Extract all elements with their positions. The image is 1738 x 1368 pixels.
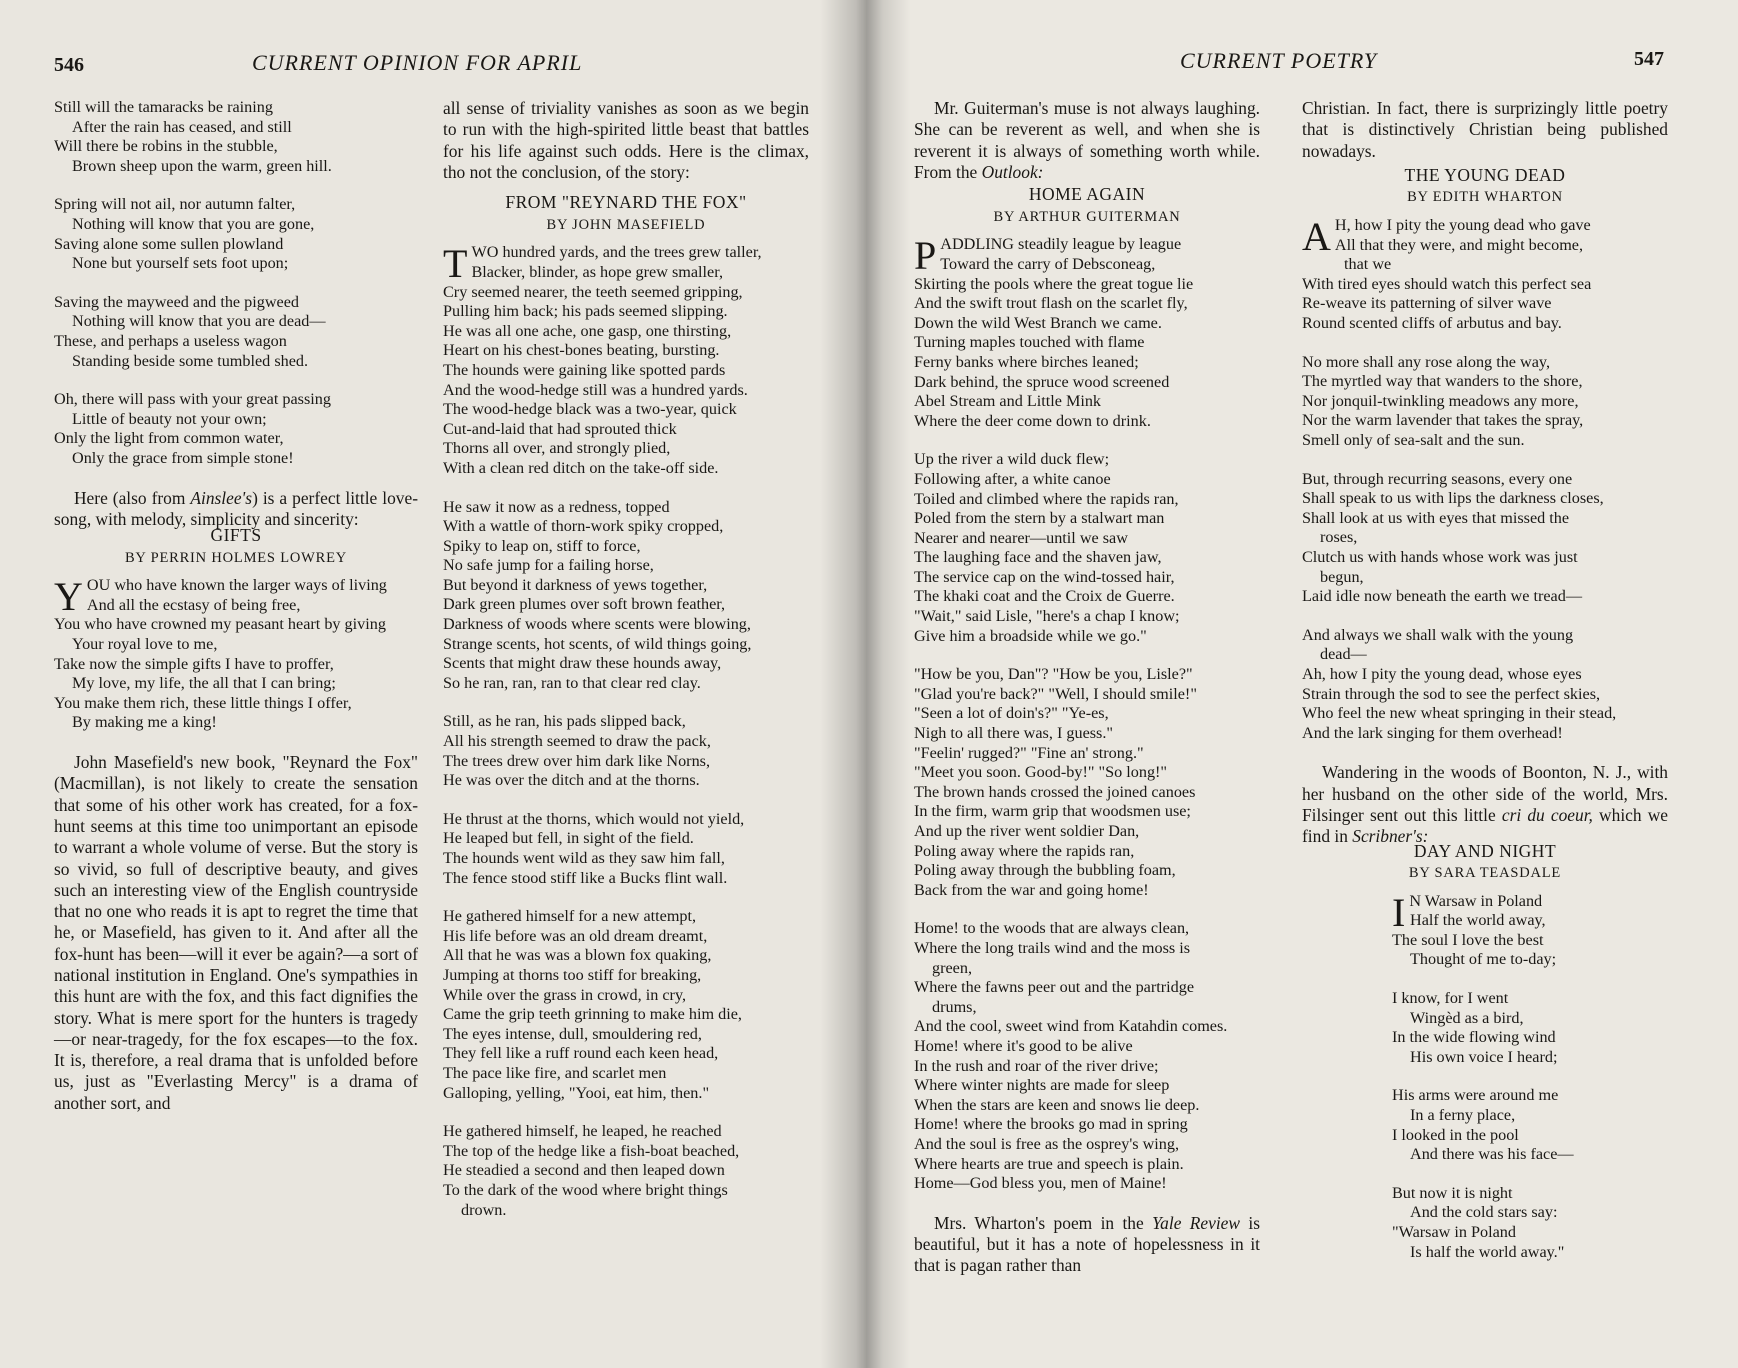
poem-line: These, and perhaps a useless wagon <box>54 331 287 350</box>
poem-author: BY JOHN MASEFIELD <box>546 216 706 233</box>
poem-line: The myrtled way that wanders to the shore, <box>1302 372 1583 391</box>
poem-line: I looked in the pool <box>1392 1125 1519 1144</box>
poem-line: Where hearts are true and speech is plain. <box>914 1154 1184 1173</box>
left-page <box>0 0 866 1368</box>
poem-line: In a ferny place, <box>1410 1106 1516 1125</box>
magazine-name: Scribner's: <box>1352 826 1429 847</box>
poem-line: Round scented cliffs of arbutus and bay. <box>1302 314 1562 333</box>
poem-line: Laid idle now beneath the earth we tread— <box>1302 587 1583 606</box>
poem-line: He gathered himself for a new attempt, <box>443 907 697 926</box>
stanza <box>443 712 809 790</box>
poem-line: Your royal love to me, <box>72 635 218 654</box>
poem-line: The brown hands crossed the joined canoes <box>914 782 1196 801</box>
poem-line: Poled from the stern by a stalwart man <box>914 509 1165 528</box>
intro-text: Here (also from <box>74 487 191 508</box>
poem-line: Dark behind, the spruce wood screened <box>914 372 1170 391</box>
poem-line: My love, my life, the all that I can bring; <box>72 674 336 693</box>
poem-line: Came the grip teeth grinning to make him die, <box>443 1005 742 1024</box>
poem-line: Galloping, yelling, "Yooi, eat him, then." <box>443 1083 710 1102</box>
poem-line: Still will the tamaracks be raining <box>54 98 273 116</box>
poem-line: Darkness of woods where scents were blowing, <box>443 615 751 634</box>
poem-line: Ferny banks where birches leaned; <box>914 352 1139 371</box>
poem-author: BY SARA TEASDALE <box>1408 865 1562 882</box>
poem-line: But, through recurring seasons, every one <box>1302 469 1573 488</box>
stanza <box>54 390 418 468</box>
poem-line: The khaki coat and the Croix de Guerre. <box>914 587 1175 606</box>
poem-line: Little of beauty not your own; <box>72 409 267 428</box>
poem-line: drown. <box>461 1200 507 1219</box>
stanza <box>914 450 1260 646</box>
poem-line: In the rush and roar of the river drive; <box>914 1056 1159 1075</box>
poem-line: Take now the simple gifts I have to proffer, <box>54 654 334 673</box>
poem-line: So he ran, ran, ran to that clear red clay. <box>443 673 701 692</box>
poem-line: Down the wild West Branch we came. <box>914 313 1162 332</box>
poem-line: Following after, a white canoe <box>914 469 1111 488</box>
poem-line: Smell only of sea-salt and the sun. <box>1302 431 1525 450</box>
poem-line: Abel Stream and Little Mink <box>914 392 1102 411</box>
stanza <box>54 293 418 371</box>
intro-text: Mr. Guiterman's muse is not always laughing. She can be reverent as well, and when she is reverent it is always of something worth while. From the <box>914 98 1260 182</box>
poem-line: Only the grace from simple stone! <box>72 448 294 467</box>
poem-line: Dark green plumes over soft brown feather, <box>443 595 726 614</box>
poem-line: Cry seemed nearer, the teeth seemed gripping, <box>443 282 743 301</box>
poem-line: Skirting the pools where the great togue lie <box>914 274 1194 293</box>
poem-line: Pulling him back; his pads seemed slipping. <box>443 302 728 321</box>
poem-line: He leaped but fell, in sight of the field. <box>443 829 694 848</box>
poem-line: Toiled and climbed where the rapids ran, <box>914 489 1179 508</box>
italic-phrase: cri du coeur, <box>1501 804 1593 825</box>
stanza <box>1302 626 1668 744</box>
poem-line: In the firm, warm grip that woodsmen use; <box>914 802 1191 821</box>
outro-paragraph <box>914 1213 1260 1277</box>
poem-line: begun, <box>1320 567 1364 586</box>
poem-author: BY EDITH WHARTON <box>1407 189 1563 206</box>
poem-line: The soul I love the best <box>1392 930 1544 949</box>
stanza <box>1302 353 1668 451</box>
poem-line: Home! to the woods that are always clean, <box>914 919 1190 938</box>
poem-line: Strange scents, hot scents, of wild things going, <box>443 634 752 653</box>
poem-line: He was all one ache, one gasp, one thirsting, <box>443 321 732 340</box>
intro-paragraph <box>1302 762 1668 847</box>
poem-line: Nearer and nearer—until we saw <box>914 528 1128 547</box>
poem-line: Home! where the brooks go mad in spring <box>914 1115 1188 1134</box>
intro-text: ) is a perfect little love-song, with melody, simplicity and sincerity: <box>54 487 418 529</box>
poem-line: And all the ecstasy of being free, <box>86 595 301 614</box>
poem-line: After the rain has ceased, and still <box>72 117 292 136</box>
poem-line: The trees drew over him dark like Norns, <box>443 751 711 770</box>
poem-line: They fell like a ruff round each keen head, <box>443 1044 719 1063</box>
poem-line: And up the river went soldier Dan, <box>914 822 1140 840</box>
poem-line: Heart on his chest-bones beating, bursting. <box>443 341 720 360</box>
poem-line: Turning maples touched with flame <box>914 333 1145 352</box>
poem-line: No safe jump for a failing horse, <box>443 556 654 575</box>
poem-line: No more shall any rose along the way, <box>1302 352 1550 371</box>
poem-line: And the cool, sweet wind from Katahdin comes. <box>914 1017 1228 1036</box>
poem-line: Where winter nights are made for sleep <box>914 1076 1170 1095</box>
poem-line: Brown sheep upon the warm, green hill. <box>72 156 332 175</box>
poem-line: Where the long trails wind and the moss is <box>914 938 1191 957</box>
poem-line: Oh, there will pass with your great passing <box>54 390 331 409</box>
poem-line: His arms were around me <box>1392 1086 1559 1105</box>
poem-title: HOME AGAIN <box>1028 184 1146 205</box>
home-again-first-stanza <box>914 235 1260 431</box>
poem-line: "Glad you're back?" "Well, I should smile!" <box>914 684 1197 703</box>
stanza <box>1392 1086 1668 1164</box>
poem-line: Will there be robins in the stubble, <box>54 137 278 156</box>
poem-line: Blacker, blinder, as hope grew smaller, <box>471 262 724 281</box>
poem-line: Toward the carry of Debsconeag, <box>940 254 1156 273</box>
poem-line: The eyes intense, dull, smouldering red, <box>443 1024 702 1043</box>
drop-cap: P <box>914 233 937 279</box>
poem-line: OU who have known the larger ways of living <box>86 576 387 595</box>
poem-title: DAY AND NIGHT <box>1413 840 1557 861</box>
poem-line: Give him a broadside while we go." <box>914 626 1147 645</box>
poem-line: Shall look at us with eyes that missed the <box>1302 508 1570 527</box>
poem-line: Up the river a wild duck flew; <box>914 450 1110 469</box>
page-number: 547 <box>1634 48 1664 70</box>
reynard-first-stanza <box>443 243 809 478</box>
poem-line: Still, as he ran, his pads slipped back, <box>443 712 686 731</box>
poem-line: With tired eyes should watch this perfect sea <box>1302 274 1592 293</box>
drop-cap: A <box>1302 214 1331 260</box>
poem-line: The top of the hedge like a fish-boat beached, <box>443 1141 740 1160</box>
poem-line: Who feel the new wheat springing in their stead, <box>1302 704 1617 723</box>
stanza <box>914 665 1260 900</box>
poem-line: He steadied a second and then leaped down <box>443 1161 725 1180</box>
poem-title: GIFTS <box>210 525 262 546</box>
poem-line: Spiky to leap on, stiff to force, <box>443 536 641 555</box>
poem-line: And the lark singing for them overhead! <box>1302 723 1563 742</box>
poem-line: But beyond it darkness of yews together, <box>443 575 708 594</box>
left-column-2 <box>443 98 809 1239</box>
poem-line: And the wood-hedge still was a hundred yards. <box>443 380 748 399</box>
poem-title: THE YOUNG DEAD <box>1404 164 1566 185</box>
stanza <box>1392 989 1668 1067</box>
page-number: 546 <box>54 54 84 76</box>
intro-paragraph <box>914 98 1260 183</box>
poem-line: You who have crowned my peasant heart by giving <box>54 615 386 634</box>
stanza <box>443 1122 809 1220</box>
poem-line: You make them rich, these little things I offer, <box>54 693 352 712</box>
gifts-poem <box>54 576 418 733</box>
poem-line: N Warsaw in Poland <box>1409 891 1543 910</box>
drop-cap: Y <box>54 574 83 620</box>
poem-line: Cut-and-laid that had sprouted thick <box>443 419 677 438</box>
poem-line: With a wattle of thorn-work spiky cropped, <box>443 517 724 536</box>
outro-text: is beautiful, but it has a note of hopelessness in it that is pagan rather than <box>914 1212 1260 1276</box>
stanza <box>443 810 809 888</box>
intro-text: which we find in <box>1302 804 1668 847</box>
poem-line: All his strength seemed to draw the pack, <box>443 732 711 751</box>
magazine-name: Outlook: <box>981 161 1044 182</box>
poem-line: Scents that might draw these hounds away, <box>443 654 722 673</box>
poem-line: His life before was an old dream dreamt, <box>443 926 708 945</box>
poem-line: "How be you, Dan"? "How be you, Lisle?" <box>914 665 1193 684</box>
poem-line: By making me a king! <box>72 713 217 732</box>
outro-text: Mrs. Wharton's poem in the <box>934 1212 1153 1233</box>
poem-line: And the cold stars say: <box>1410 1203 1558 1222</box>
stanza <box>54 195 418 273</box>
poem-line: And there was his face— <box>1410 1145 1574 1164</box>
poem-line: green, <box>932 958 972 977</box>
poem-line: And the soul is free as the osprey's wing, <box>914 1134 1180 1153</box>
poem-line: The laughing face and the shaven jaw, <box>914 548 1162 567</box>
poem-line: "Seen a lot of doin's?" "Ye-es, <box>914 704 1109 723</box>
poem-line: Saving alone some sullen plowland <box>54 234 284 253</box>
poem-line: Poling away through the bubbling foam, <box>914 861 1176 880</box>
intro-paragraph <box>54 488 418 531</box>
poem-author: BY ARTHUR GUITERMAN <box>993 208 1181 225</box>
poem-line: Poling away where the rapids ran, <box>914 841 1135 860</box>
poem-line: "Meet you soon. Good-by!" "So long!" <box>914 763 1168 782</box>
poem-line: Thought of me to-day; <box>1410 950 1557 969</box>
poem-line: But now it is night <box>1392 1183 1513 1202</box>
poem-line: dead— <box>1320 645 1367 664</box>
poem-line: All that he was was a blown fox quaking, <box>443 946 712 965</box>
stanza <box>1392 1184 1668 1262</box>
poem-line: Jumping at thorns too stiff for breaking, <box>443 965 702 984</box>
poem-line: Standing beside some tumbled shed. <box>72 351 309 370</box>
magazine-name: Ainslee's <box>190 487 253 508</box>
day-and-night-first-stanza <box>1392 889 1668 970</box>
continuation-paragraph: Christian. In fact, there is surprizingly little poetry that is distinctively Christian being published nowadays. <box>1302 98 1668 161</box>
poem-line: Shall speak to us with lips the darkness closes, <box>1302 489 1604 508</box>
stanza <box>914 919 1260 1193</box>
poem-line: The fence stood stiff like a Bucks flint wall. <box>443 868 728 887</box>
poem-line: In the wide flowing wind <box>1392 1028 1556 1047</box>
poem-line: WO hundred yards, and the trees grew taller, <box>471 243 762 262</box>
poem-line: Ah, how I pity the young dead, whose eyes <box>1302 664 1582 683</box>
right-column-2 <box>1302 98 1668 1281</box>
poem-line: Nigh to all there was, I guess." <box>914 724 1114 743</box>
poem-line: To the dark of the wood where bright things <box>443 1180 728 1199</box>
poem-line: Only the light from common water, <box>54 429 284 448</box>
poem-line: With a clean red ditch on the take-off side. <box>443 458 719 477</box>
poem-line: When the stars are keen and snows lie deep. <box>914 1095 1200 1114</box>
magazine-name: Yale Review <box>1152 1212 1241 1233</box>
poem-line: Re-weave its patterning of silver wave <box>1302 294 1552 313</box>
poem-line: roses, <box>1320 528 1358 547</box>
intro-text: Wandering in the woods of Boonton, N. J., with her husband on the other side of the world, Mrs. Filsinger sent out this little <box>1302 762 1668 825</box>
poem-line: All that they were, and might become, <box>1334 235 1584 254</box>
poem-line: Nothing will know that you are gone, <box>72 214 315 233</box>
poem-line: His own voice I heard; <box>1410 1047 1558 1066</box>
poem-line: H, how I pity the young dead who gave <box>1334 216 1591 235</box>
poem-line: Where the fawns peer out and the partridge <box>914 978 1195 997</box>
stanza <box>1302 470 1668 607</box>
reynard-stanzas <box>443 498 809 1221</box>
drop-cap: I <box>1392 889 1406 935</box>
stanza <box>443 907 809 1103</box>
poem-line: Where the deer come down to drink. <box>914 411 1151 430</box>
poem-line: that we <box>1344 255 1392 274</box>
poem-line: Half the world away, <box>1410 911 1546 930</box>
poem-line: The hounds went wild as they saw him fall, <box>443 849 725 867</box>
poem-line: Clutch us with hands whose work was just <box>1302 547 1578 566</box>
poem-line: Spring will not ail, nor autumn falter, <box>54 195 296 214</box>
poem-line: He gathered himself, he leaped, he reached <box>443 1122 722 1141</box>
poem-line: And the swift trout flash on the scarlet fly, <box>914 294 1188 313</box>
poem-line: The service cap on the wind-tossed hair, <box>914 567 1175 586</box>
running-head: CURRENT POETRY <box>1180 48 1378 73</box>
left-column-1 <box>54 98 418 1114</box>
poem-line: Home—God bless you, men of Maine! <box>914 1174 1167 1193</box>
poem-line: Home! where it's good to be alive <box>914 1036 1133 1055</box>
running-head: CURRENT OPINION FOR APRIL <box>252 50 583 75</box>
poem-line: Nor the warm lavender that takes the spray, <box>1302 411 1584 430</box>
poem-line: Thorns all over, and strongly plied, <box>443 439 671 458</box>
poem-author: BY PERRIN HOLMES LOWREY <box>124 549 348 566</box>
poem-line: The hounds were gaining like spotted pards <box>443 360 726 379</box>
poem-line: And always we shall walk with the young <box>1302 625 1574 644</box>
poem-line: Is half the world away." <box>1410 1242 1565 1261</box>
continuation-paragraph: all sense of triviality vanishes as soon as we begin to run with the high-spirited little beast that battles for his life against such odds. Here is the climax, tho not the conclusion, of the story: <box>443 98 809 182</box>
poem-line: Saving the mayweed and the pigweed <box>54 292 299 311</box>
poem-line: While over the grass in crowd, in cry, <box>443 985 687 1004</box>
poem-line: drums, <box>932 997 977 1016</box>
poem-line: Nothing will know that you are dead— <box>72 312 326 331</box>
poem-line: None but yourself sets foot upon; <box>72 254 289 273</box>
poem-line: "Warsaw in Poland <box>1392 1223 1516 1242</box>
stanza <box>443 498 809 694</box>
poem-line: He thrust at the thorns, which would not yield, <box>443 809 745 828</box>
poem-line: ADDLING steadily league by league <box>940 235 1182 254</box>
essay-paragraph: John Masefield's new book, "Reynard the Fox" (Macmillan), is not likely to create the sensation that some of his other work has created, for a fox-hunt seems at this time too unimportant an episode to warrant a whole volume of verse. But the story is so vivid, so full of descriptive beauty, and gives such an interesting view of the English countryside that no one who reads it is apt to regret the time that he, or Masefield, has given to it. And after all the fox-hunt has been—will it ever be again?—a sort of national institution in England. One's sympathies in this hunt are with the fox, and this fact dignifies the story. What is mere sport for the hunters is tragedy—or near-tragedy, for the fox escapes—to the fox. It is, therefore, a real drama that is unfolded before us, just as "Everlasting Mercy" is a drama of another sort, and <box>54 752 418 1113</box>
poem-line: "Wait," said Lisle, "here's a chap I know; <box>914 607 1180 626</box>
young-dead-first-stanza <box>1302 216 1668 334</box>
poem-line: "Feelin' rugged?" "Fine an' strong." <box>914 743 1144 762</box>
poem-line: The pace like fire, and scarlet men <box>443 1063 667 1082</box>
poem-line: The wood-hedge black was a two-year, quick <box>443 400 737 419</box>
poem-line: Wingèd as a bird, <box>1410 1008 1524 1027</box>
young-dead-stanzas <box>1302 353 1668 744</box>
poem-line: He saw it now as a redness, topped <box>443 497 670 516</box>
right-column-1 <box>914 98 1260 1277</box>
poem-line: I know, for I went <box>1392 989 1509 1008</box>
day-and-night-stanzas <box>1392 989 1668 1262</box>
day-and-night-poem <box>1302 889 1668 1263</box>
poem-title: FROM "REYNARD THE FOX" <box>505 192 747 213</box>
poem-line: Strain through the sod to see the perfect skies, <box>1302 684 1601 703</box>
right-page <box>862 0 1738 1368</box>
poem-line: He was over the ditch and at the thorns. <box>443 771 700 790</box>
poem-line: Nor jonquil-twinkling meadows any more, <box>1302 391 1579 410</box>
home-again-stanzas <box>914 450 1260 1193</box>
poem-line: Back from the war and going home! <box>914 880 1149 899</box>
drop-cap: T <box>443 241 468 287</box>
poem-continuation <box>54 98 418 469</box>
stanza <box>54 98 418 176</box>
